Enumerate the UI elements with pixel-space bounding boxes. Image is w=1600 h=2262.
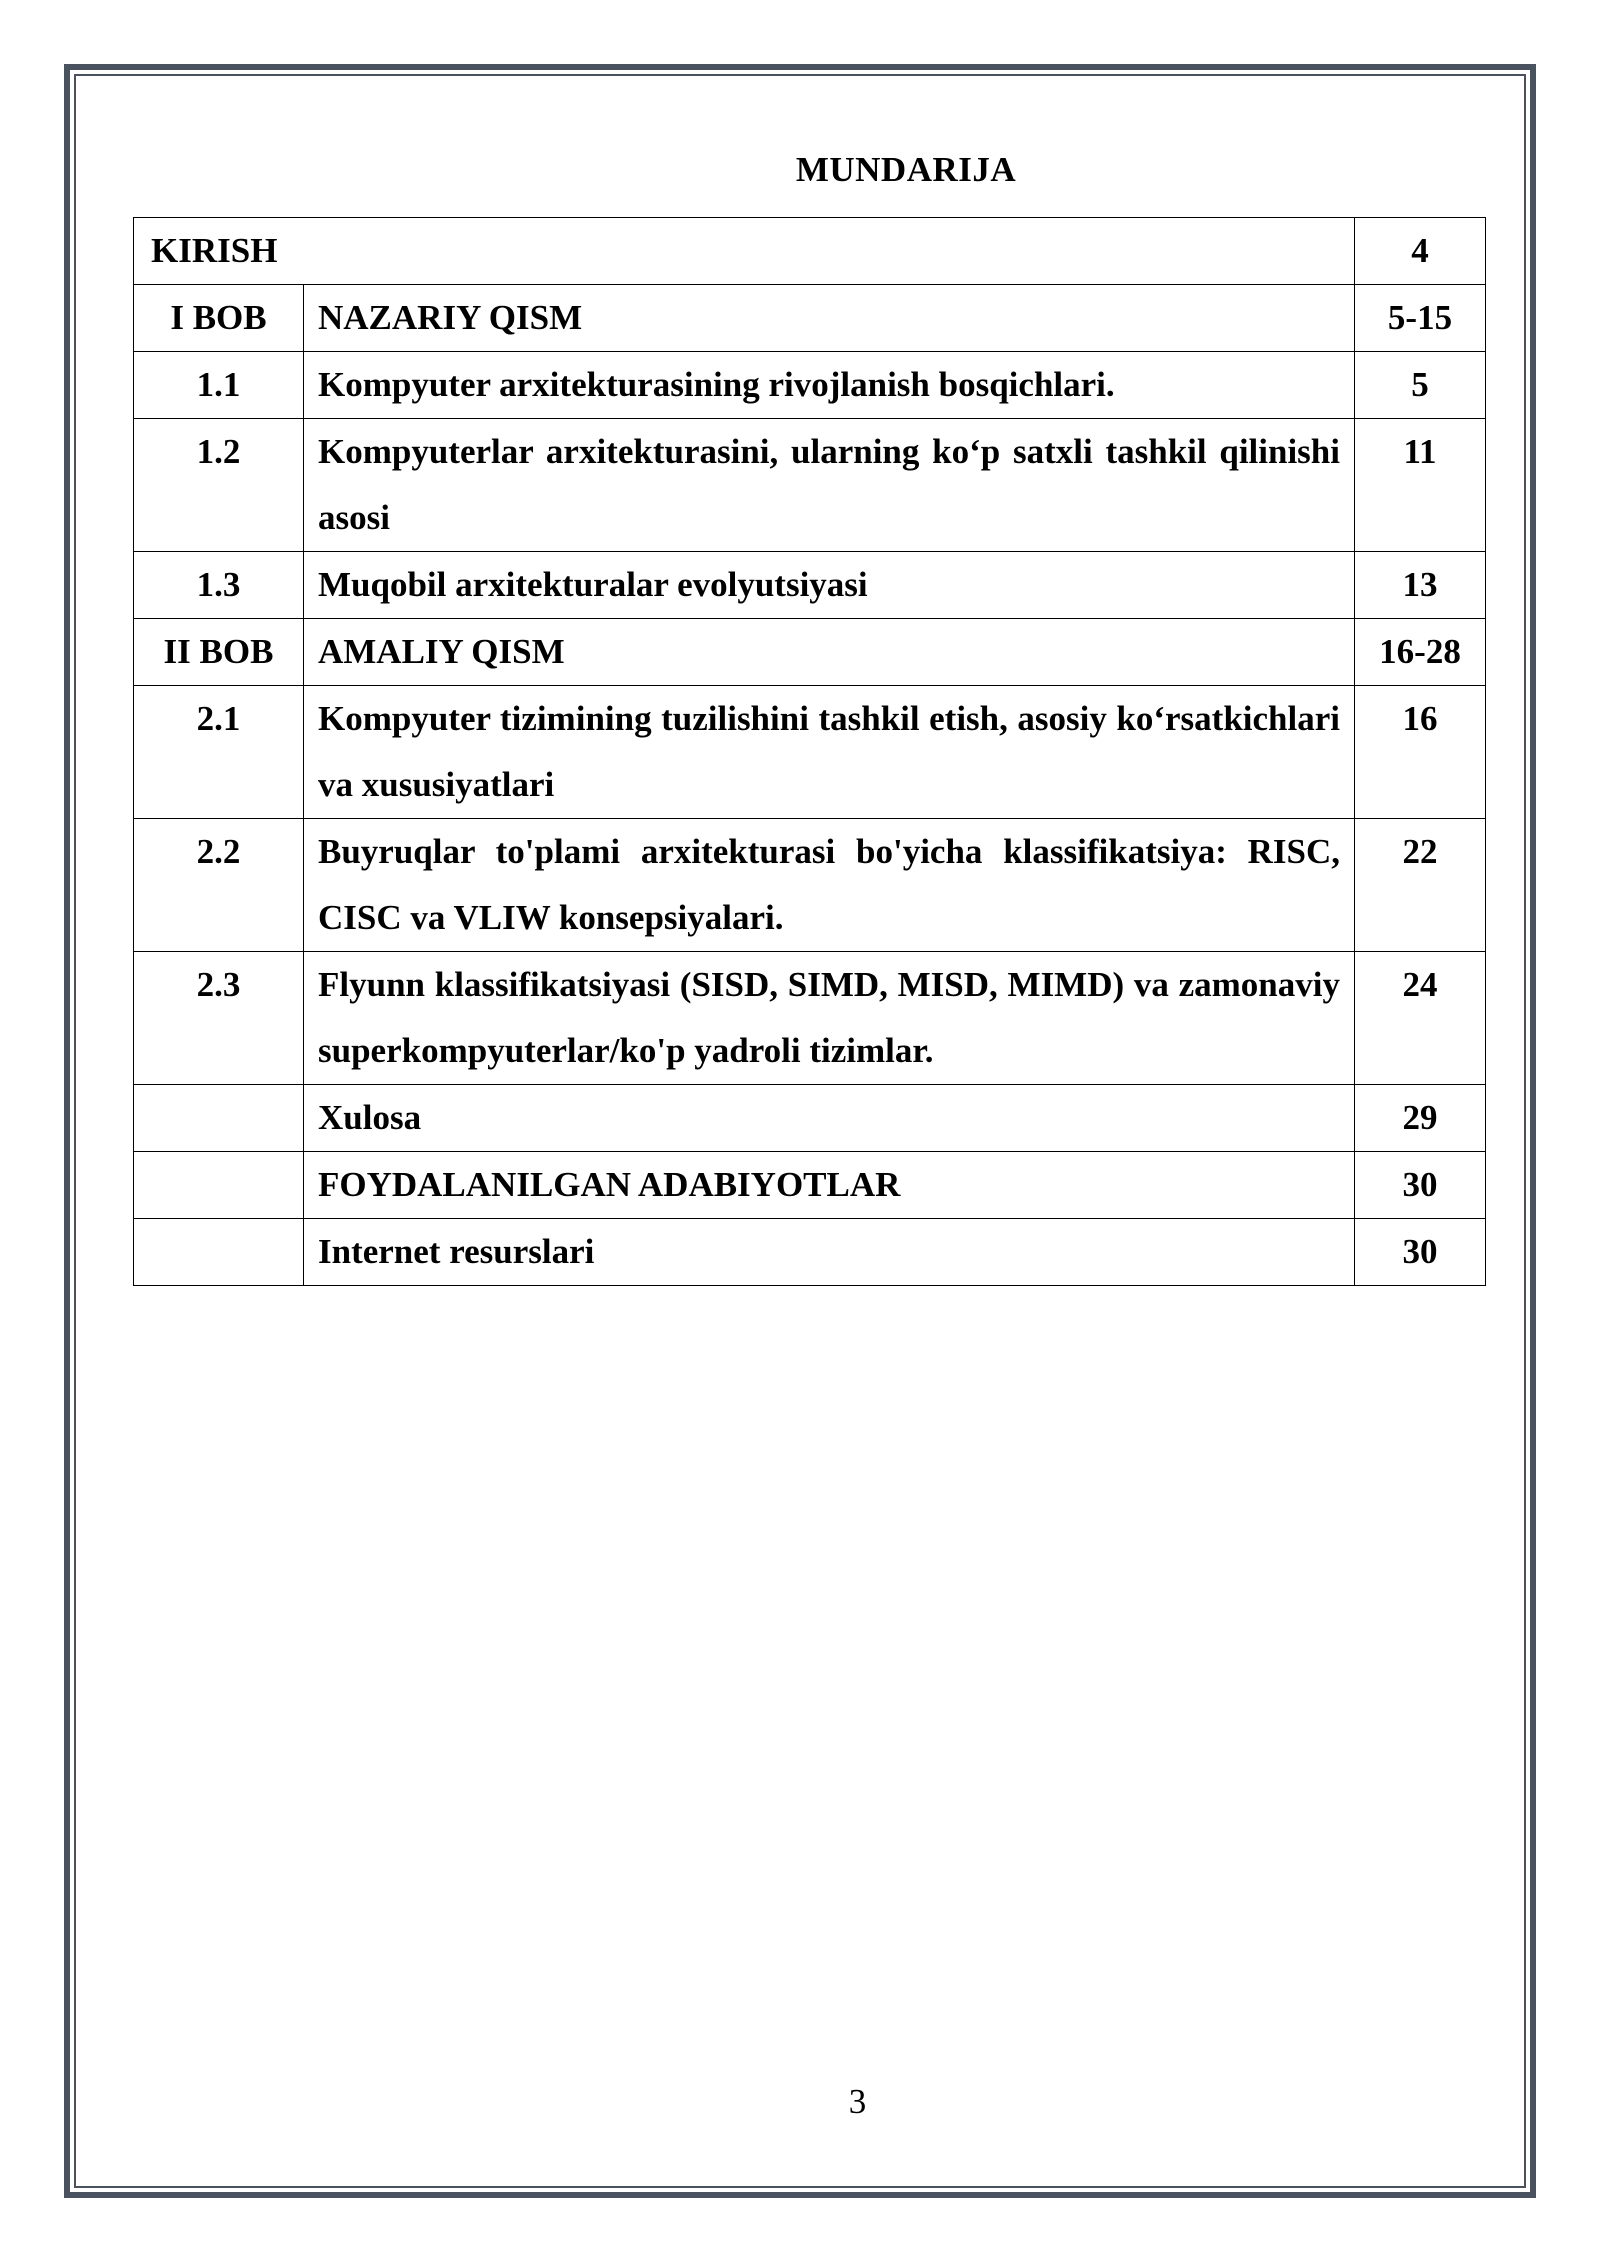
- page-number: 3: [848, 2082, 867, 2121]
- toc-row-intro: [134, 218, 1486, 285]
- toc-page: 30: [1355, 1219, 1486, 1286]
- toc-page: 13: [1355, 552, 1486, 619]
- toc-row: [134, 552, 1486, 619]
- table-of-contents: [133, 217, 1486, 1286]
- toc-number: [134, 1152, 304, 1219]
- toc-number: 2.2: [134, 819, 304, 952]
- toc-number: 1.2: [134, 419, 304, 552]
- toc-text: AMALIY QISM: [304, 619, 1355, 686]
- toc-page: 5-15: [1355, 285, 1486, 352]
- toc-row: [134, 1085, 1486, 1152]
- toc-text: FOYDALANILGAN ADABIYOTLAR: [304, 1152, 1355, 1219]
- toc-number: 1.3: [134, 552, 304, 619]
- toc-text: Kompyuter tizimining tuzilishini tashkil etish, asosiy ko‘rsatkichlari va xususiyatlari: [304, 686, 1355, 819]
- toc-intro-label: KIRISH: [134, 218, 1355, 285]
- toc-text: Buyruqlar to'plami arxitekturasi bo'yicha klassifikatsiya: RISC, CISC va VLIW konsepsiyalari.: [304, 819, 1355, 952]
- toc-page: 29: [1355, 1085, 1486, 1152]
- toc-number: I BOB: [134, 285, 304, 352]
- toc-text: Internet resurslari: [304, 1219, 1355, 1286]
- toc-row: [134, 819, 1486, 952]
- toc-page: 4: [1355, 218, 1486, 285]
- toc-row: [134, 619, 1486, 686]
- toc-page: 16-28: [1355, 619, 1486, 686]
- toc-text: Kompyuter arxitekturasining rivojlanish bosqichlari.: [304, 352, 1355, 419]
- toc-number: 2.1: [134, 686, 304, 819]
- page-title: MUNDARIJA: [795, 150, 1017, 189]
- toc-number: 2.3: [134, 952, 304, 1085]
- toc-row: [134, 1152, 1486, 1219]
- toc-text: Xulosa: [304, 1085, 1355, 1152]
- toc-number: [134, 1219, 304, 1286]
- toc-row: [134, 686, 1486, 819]
- toc-text: Muqobil arxitekturalar evolyutsiyasi: [304, 552, 1355, 619]
- toc-row: [134, 285, 1486, 352]
- toc-number: 1.1: [134, 352, 304, 419]
- toc-page: 16: [1355, 686, 1486, 819]
- toc-page: 30: [1355, 1152, 1486, 1219]
- toc-number: [134, 1085, 304, 1152]
- toc-page: 11: [1355, 419, 1486, 552]
- toc-row: [134, 1219, 1486, 1286]
- toc-text: Kompyuterlar arxitekturasini, ularning ko‘p satxli tashkil qilinishi asosi: [304, 419, 1355, 552]
- toc-row: [134, 352, 1486, 419]
- toc-page: 5: [1355, 352, 1486, 419]
- toc-page: 24: [1355, 952, 1486, 1085]
- toc-row: [134, 419, 1486, 552]
- toc-page: 22: [1355, 819, 1486, 952]
- toc-number: II BOB: [134, 619, 304, 686]
- toc-text: NAZARIY QISM: [304, 285, 1355, 352]
- toc-text: Flyunn klassifikatsiyasi (SISD, SIMD, MISD, MIMD) va zamonaviy superkompyuterlar/ko'p yadroli tizimlar.: [304, 952, 1355, 1085]
- toc-row: [134, 952, 1486, 1085]
